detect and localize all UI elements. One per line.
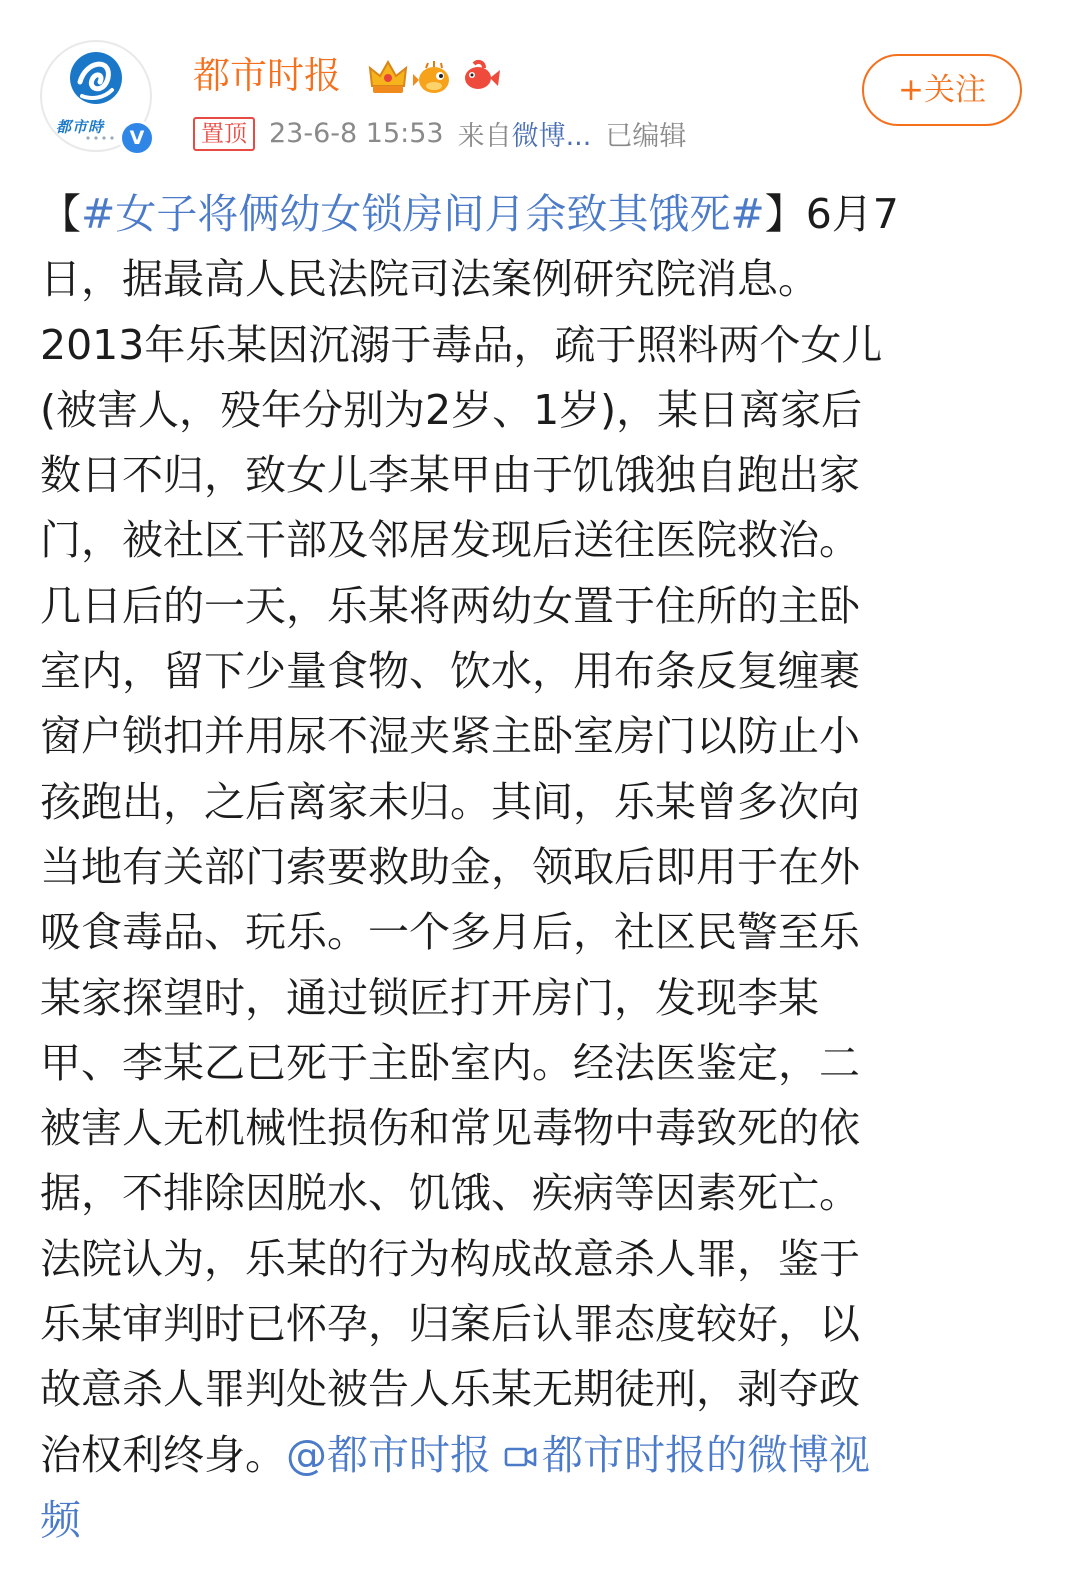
post-body <box>40 182 1000 1553</box>
post-line: 某家探望时，通过锁匠打开房门，发现李某 <box>40 973 819 1022</box>
post-line: 孩跑出，之后离家未归。其间，乐某曾多次向 <box>40 777 860 826</box>
avatar-logo-text: 都市時 <box>56 118 105 136</box>
post-line <box>40 1423 1000 1488</box>
post-line-text: 】6月7 <box>764 190 899 238</box>
video-link-text: 都市时报的微博视 <box>542 1430 871 1479</box>
video-link[interactable] <box>504 1431 870 1479</box>
post-timestamp: 23-6-8 15:53 <box>269 118 444 149</box>
post-line: 2013年乐某因沉溺于毒品，疏于照料两个女儿 <box>40 320 883 369</box>
follow-button[interactable]: +关注 <box>862 54 1022 126</box>
crown-badge-icon[interactable] <box>366 56 410 100</box>
post-line: 几日后的一天，乐某将两幼女置于住所的主卧 <box>40 581 860 630</box>
post-line: 据，不排除因脱水、饥饿、疾病等因素死亡。 <box>40 1169 860 1218</box>
post-line: (被害人，殁年分别为2岁、1岁)，某日离家后 <box>40 385 863 434</box>
post-line <box>40 1488 1000 1553</box>
post-line: 被害人无机械性损伤和常见毒物中毒致死的依 <box>40 1104 860 1153</box>
verified-icon: V <box>119 120 155 156</box>
user-name[interactable]: 都市时报 <box>193 54 341 97</box>
pinned-badge: 置顶 <box>193 117 255 151</box>
video-link-continued[interactable]: 频 <box>40 1495 81 1544</box>
post-line <box>40 182 1000 247</box>
koi-badge-icon[interactable] <box>458 56 502 100</box>
source-prefix: 来自 <box>457 121 512 152</box>
post-line: 故意杀人罪判处被告人乐某无期徒刑，剥夺政 <box>40 1365 860 1414</box>
post-line: 当地有关部门索要救助金，领取后即用于在外 <box>40 842 860 891</box>
post-line: 室内，留下少量食物、饮水，用布条反复缠裹 <box>40 647 860 696</box>
post-line: 数日不归，致女儿李某甲由于饥饿独自跑出家 <box>40 451 860 500</box>
mention-link[interactable]: @都市时报 <box>286 1430 491 1479</box>
post-line: 甲、李某乙已死于主卧室内。经法医鉴定，二 <box>40 1038 860 1087</box>
post-line: 门，被社区干部及邻居发现后送往医院救治。 <box>40 516 860 565</box>
post-line: 法院认为，乐某的行为构成故意杀人罪，鉴于 <box>40 1234 860 1283</box>
source-link[interactable]: 微博... <box>511 121 592 152</box>
post-header <box>0 0 1080 170</box>
bracket-open: 【 <box>40 190 81 238</box>
post-line: 乐某审判时已怀孕，归案后认罪态度较好，以 <box>40 1300 860 1349</box>
video-camera-icon <box>504 1442 538 1472</box>
edited-label[interactable]: 已编辑 <box>605 121 687 152</box>
post-line-text: 治权利终身。 <box>40 1430 286 1479</box>
topic-hashtag-link[interactable]: #女子将俩幼女锁房间月余致其饿死# <box>81 190 765 238</box>
pufferfish-badge-icon[interactable] <box>412 56 456 100</box>
post-line: 窗户锁扣并用尿不湿夹紧主卧室房门以防止小 <box>40 712 860 761</box>
post-line: 吸食毒品、玩乐。一个多月后，社区民警至乐 <box>40 908 860 957</box>
post-meta <box>193 114 686 152</box>
post-line: 日，据最高人民法院司法案例研究院消息。 <box>40 255 819 304</box>
